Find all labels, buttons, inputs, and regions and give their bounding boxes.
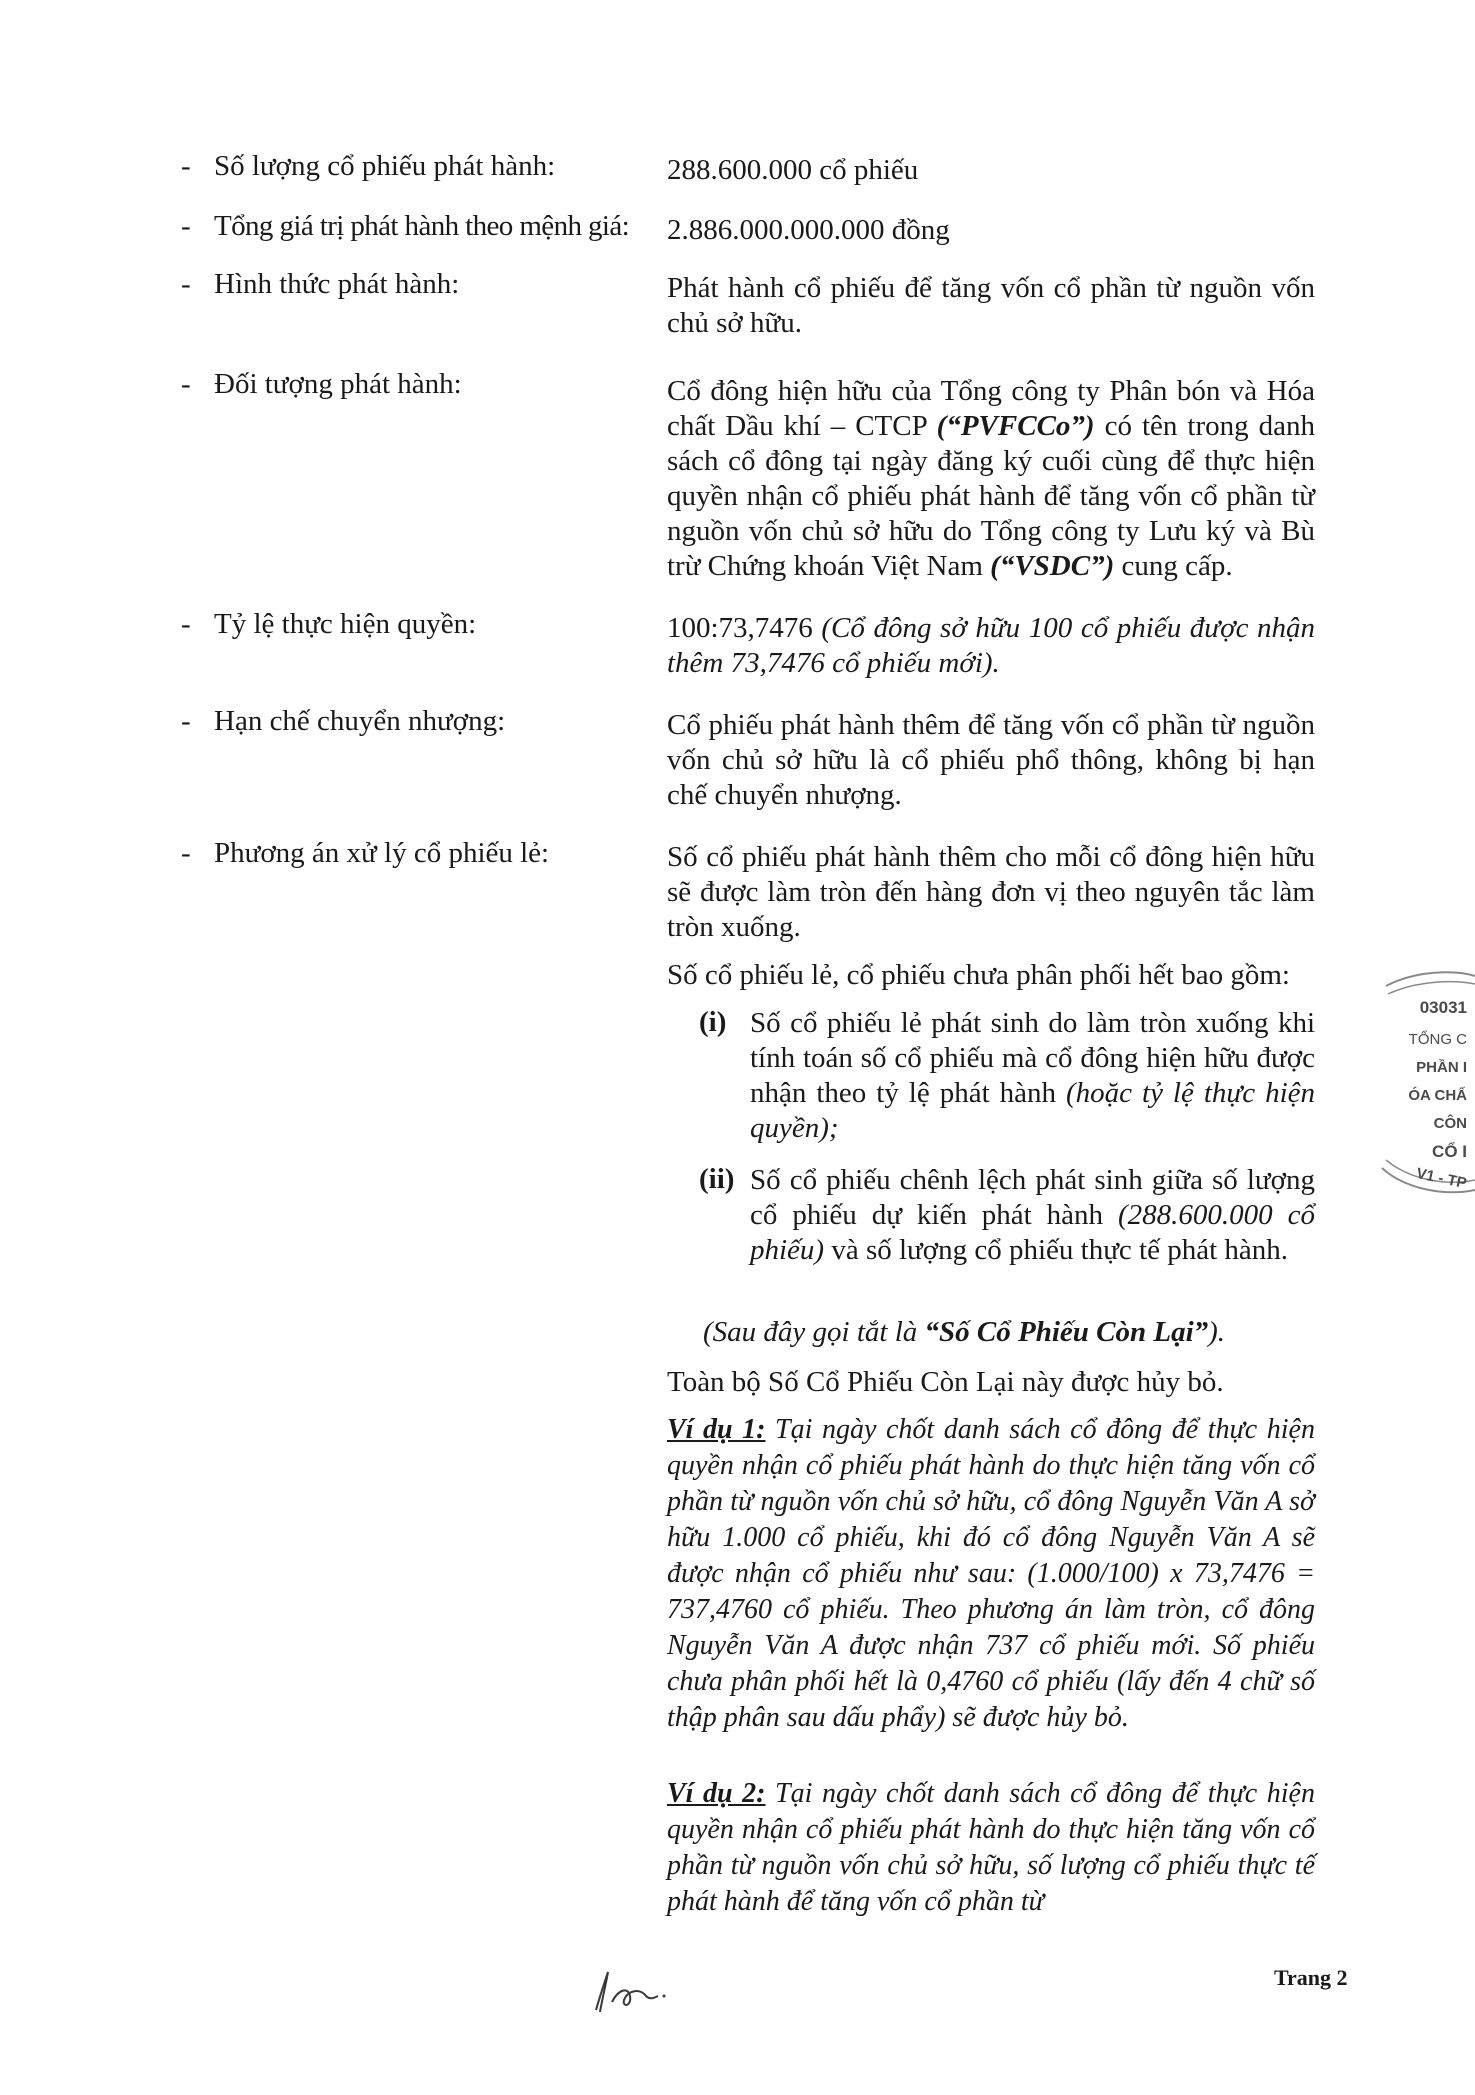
bullet-dash: - [181, 608, 191, 640]
item-label: Hạn chế chuyển nhượng: [214, 705, 506, 737]
bullet-dash: - [181, 368, 191, 400]
value-note: (Cổ đông sở hữu 100 cổ phiếu được nhận thêm 73,7476 cổ phiếu mới). [667, 612, 1316, 679]
example-label: Ví dụ 2: [667, 1778, 766, 1809]
stamp-text: PHẦN I [1416, 1059, 1467, 1076]
item-label: Số lượng cổ phiếu phát hành: [214, 150, 556, 182]
item-label: Phương án xử lý cổ phiếu lẻ: [214, 837, 550, 869]
odd-lot-intro: Số cổ phiếu lẻ, cổ phiếu chưa phân phối hết bao gồm: [667, 959, 1290, 991]
sub-item-body: và số lượng cổ phiếu thực tế phát hành. [824, 1234, 1289, 1266]
example-text: Tại ngày chốt danh sách cổ đông để thực hiện quyền nhận cổ phiếu phát hành do thực hiện tăng vốn cổ phần từ nguồn vốn chủ sở hữu, số lượng cổ phiếu thực tế phát hành để tăng vốn cổ phần từ [667, 1778, 1315, 1917]
sub-item-text [750, 1006, 1315, 1146]
stamp-text: TỔNG C [1408, 1031, 1467, 1048]
example-2 [667, 1776, 1315, 1920]
example-text: Tại ngày chốt danh sách cổ đông để thực hiện quyền nhận cổ phiếu phát hành do thực hiện tăng vốn cổ phần từ nguồn vốn chủ sở hữu, cổ đông Nguyễn Văn A sở hữu 1.000 cổ phiếu, khi đó cổ đông Nguyễn Văn A sẽ được nhận cổ phiếu như sau: (1.000/100) x 73,7476 = 737,4760 cổ phiếu. Theo phương án làm tròn, cổ đông Nguyễn Văn A được nhận 737 cổ phiếu mới. Số phiếu chưa phân phối hết là 0,4760 cổ phiếu (lấy đến 4 chữ số thập phân sau dấu phẩy) sẽ được hủy bỏ. [667, 1414, 1315, 1733]
item-value: Số cổ phiếu phát hành thêm cho mỗi cổ đông hiện hữu sẽ được làm tròn đến hàng đơn vị theo nguyên tắc làm tròn xuống. [667, 841, 1315, 943]
bullet-dash: - [181, 837, 191, 869]
bullet-dash: - [181, 150, 191, 182]
stamp-text: CÔN [1433, 1115, 1467, 1132]
sub-item-note: (hoặc tỷ lệ thực hiện quyền); [750, 1077, 1315, 1144]
stamp-text: 03031 [1419, 998, 1467, 1017]
bullet-dash: - [181, 705, 191, 737]
hereafter-note [703, 1315, 1315, 1350]
item-label: Hình thức phát hành: [214, 268, 460, 300]
item-label: Tỷ lệ thực hiện quyền: [214, 608, 477, 640]
sub-item-number: (ii) [699, 1163, 735, 1195]
value-text: 100:73,7476 [667, 612, 822, 644]
initials-signature [588, 1966, 668, 2016]
vsdc-abbrev: (“VSDC”) [990, 550, 1115, 582]
remaining-shares-term: “Số Cổ Phiếu Còn Lại” [924, 1316, 1209, 1348]
item-value: Cổ phiếu phát hành thêm để tăng vốn cổ phần từ nguồn vốn chủ sở hữu là cổ phiếu phổ thông, không bị hạn chế chuyển nhượng. [667, 709, 1315, 811]
sub-item-number: (i) [699, 1006, 727, 1038]
item-value: 2.886.000.000.000 đồng [667, 214, 950, 246]
page-number: Trang 2 [1274, 1965, 1348, 1990]
value-text: cung cấp. [1114, 550, 1233, 582]
example-label: Ví dụ 1: [667, 1414, 766, 1445]
sub-item-body: Số cổ phiếu lẻ phát sinh do làm tròn xuống khi tính toán số cổ phiếu mà cổ đông hiện hữu được nhận theo tỷ lệ phát hành [750, 1007, 1315, 1109]
value-text: có tên trong danh sách cổ đông tại ngày đăng ký cuối cùng để thực hiện quyền nhận cổ phiếu phát hành để tăng vốn cổ phần từ nguồn vốn chủ sở hữu do Tổng công ty Lưu ký và Bù trừ Chứng khoán Việt Nam [667, 410, 1315, 582]
item-value: 288.600.000 cổ phiếu [667, 154, 919, 186]
item-value [667, 611, 1315, 681]
stamp-text: ÓA CHẤ [1408, 1087, 1467, 1104]
hereafter-text: (Sau đây gọi tắt là [703, 1316, 925, 1348]
item-value: Phát hành cổ phiếu để tăng vốn cổ phần từ nguồn vốn chủ sở hữu. [667, 272, 1315, 339]
pvfcco-abbrev: (“PVFCCo”) [936, 410, 1095, 442]
cancel-note: Toàn bộ Số Cổ Phiếu Còn Lại này được hủy bỏ. [667, 1366, 1224, 1398]
bullet-dash: - [181, 268, 191, 300]
value-text: Cổ đông hiện hữu của Tổng công ty Phân bón và Hóa chất Dầu khí – CTCP [667, 375, 1315, 442]
company-stamp [1376, 968, 1475, 1218]
item-label: Tổng giá trị phát hành theo mệnh giá: [214, 210, 630, 242]
sub-item-note: (288.600.000 cổ phiếu) [750, 1199, 1316, 1266]
hereafter-text: ). [1208, 1316, 1226, 1348]
item-label: Đối tượng phát hành: [214, 368, 462, 400]
stamp-text: CỔ I [1432, 1142, 1467, 1161]
sub-item-body: Số cổ phiếu chênh lệch phát sinh giữa số lượng cổ phiếu dự kiến phát hành [750, 1164, 1315, 1231]
stamp-text: V1 - TP [1414, 1164, 1469, 1193]
item-value [667, 374, 1315, 584]
example-1 [667, 1412, 1315, 1736]
bullet-dash: - [181, 210, 191, 242]
sub-item-text [750, 1163, 1315, 1268]
